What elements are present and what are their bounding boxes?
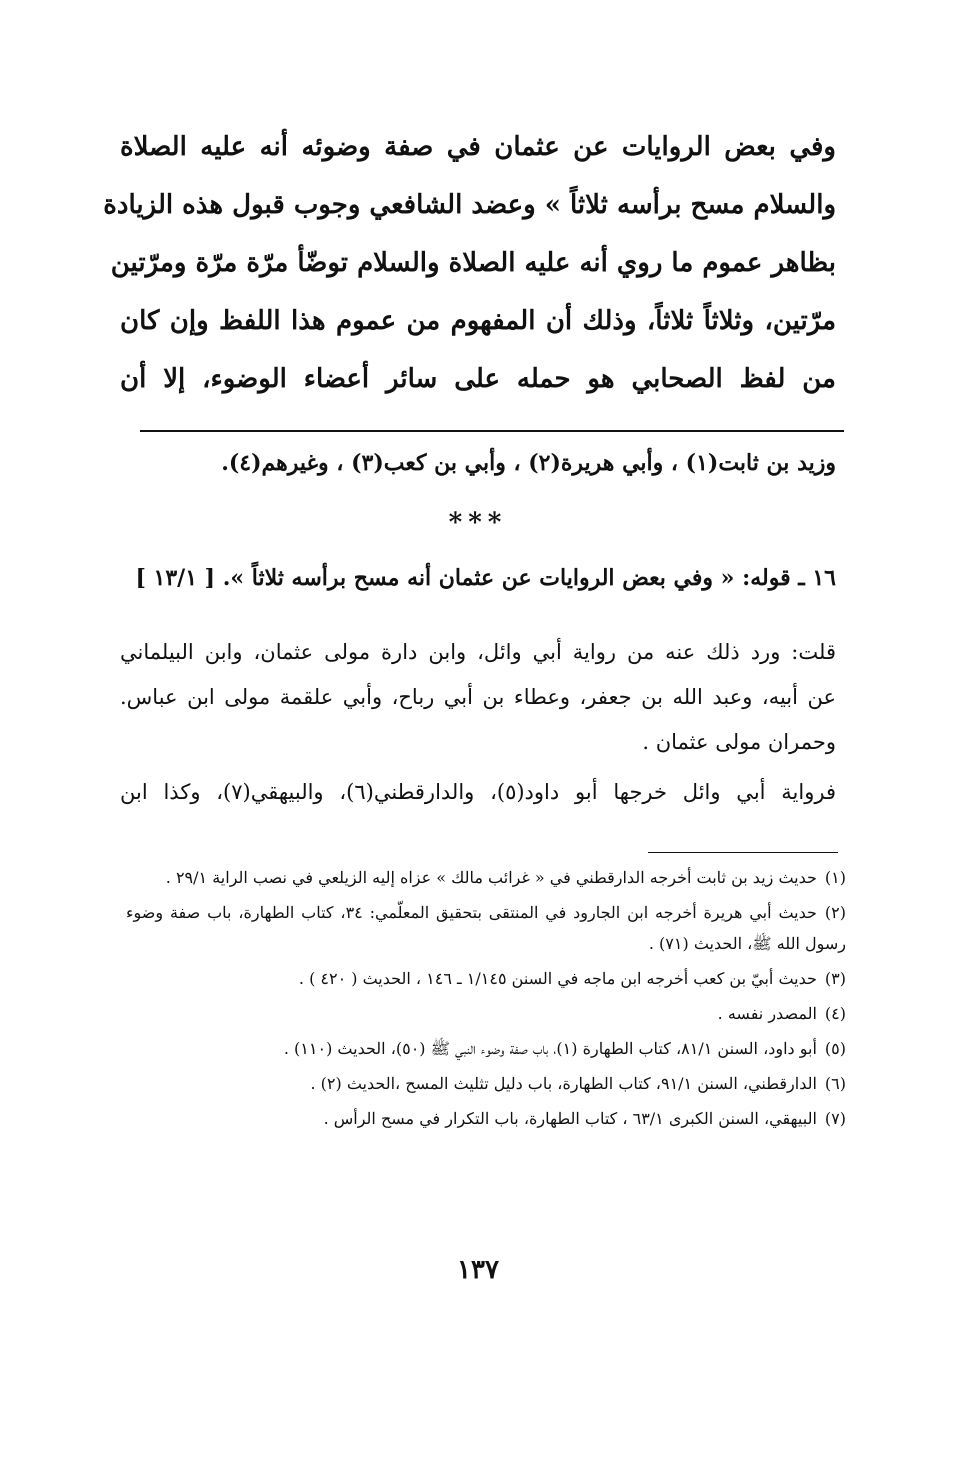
section-divider <box>140 430 844 432</box>
footnote-text: حديث زيد بن ثابت أخرجه الدارقطني في « غرائب مالك » عزاه إليه الزيلعي في نصب الراية ٢٩/١ . <box>165 868 817 887</box>
footnote-text: المصدر نفسه . <box>717 1004 817 1023</box>
footnote <box>126 963 846 994</box>
footnote <box>126 1033 846 1064</box>
footnote-text: حديث أبي هريرة أخرجه ابن الجارود في المنتقى بتحقيق المعلّمي: ٣٤، كتاب الطهارة، باب صفة وضوء رسول الله ﷺ، الحديث (٧١) . <box>126 903 846 953</box>
page-number: ١٣٧ <box>457 1255 499 1285</box>
footnote-text: حديث أبيّ بن كعب أخرجه ابن ماجه في السنن ١/١٤٥ ـ ١٤٦ ، الحديث ( ٤٢٠ ) . <box>298 969 817 988</box>
footnote-separator <box>648 852 838 853</box>
body-paragraph: فرواية أبي وائل خرجها أبو داود(٥)، والدارقطني(٦)، والبيهقي(٧)، وكذا ابن <box>120 780 836 804</box>
footnote-number: (٤) <box>824 1004 846 1023</box>
quote-line: وفي بعض الروايات عن عثمان في صفة وضوئه أنه عليه الصلاة <box>120 132 836 162</box>
asterism-separator: *** <box>448 508 508 538</box>
footnote-number: (٦) <box>824 1074 846 1093</box>
footnote-number: (٧) <box>824 1109 846 1128</box>
footnote-text: أبو داود، السنن ٨١/١، كتاب الطهارة (١)، باب صفة وضوء النبي ﷺ (٥٠)، الحديث (١١٠) . <box>283 1039 817 1058</box>
footnote <box>126 1103 846 1134</box>
footnote <box>126 897 846 959</box>
body-paragraph <box>120 630 836 765</box>
quote-line: من لفظ الصحابي هو حمله على سائر أعضاء الوضوء، إلا أن <box>120 364 836 394</box>
footnote <box>126 1068 846 1099</box>
paragraph-line: عن أبيه، وعبد الله بن جعفر، وعطاء بن أبي رباح، وأبي علقمة مولى ابن عباس. <box>120 685 836 709</box>
footnote-number: (٣) <box>824 969 846 988</box>
footnote-number: (٥) <box>824 1039 846 1058</box>
footnotes-list <box>126 862 846 1138</box>
section-heading: ١٦ ـ قوله: « وفي بعض الروايات عن عثمان أنه مسح برأسه ثلاثاً ». [ ١٣/١ ] <box>135 565 836 591</box>
quote-line: مرّتين، وثلاثاً ثلاثاً، وذلك أن المفهوم من عموم هذا اللفظ وإن كان <box>120 306 836 336</box>
continuation-line: وزيد بن ثابت(١) ، وأبي هريرة(٢) ، وأبي بن كعب(٣) ، وغيرهم(٤). <box>221 450 836 476</box>
footnote <box>126 862 846 893</box>
quote-line: والسلام مسح برأسه ثلاثاً » وعضد الشافعي وجوب قبول هذه الزيادة <box>103 190 836 220</box>
quote-line: بظاهر عموم ما روي أنه عليه الصلاة والسلام توضّأ مرّة مرّة ومرّتين <box>110 248 836 278</box>
footnote-number: (٢) <box>824 903 846 922</box>
quoted-text-block <box>103 118 836 408</box>
paragraph-line: وحمران مولى عثمان . <box>642 730 836 754</box>
footnote-text: الدارقطني، السنن ٩١/١، كتاب الطهارة، باب دليل تثليث المسح ،الحديث (٢) . <box>310 1074 817 1093</box>
footnote-number: (١) <box>824 868 846 887</box>
footnote <box>126 998 846 1029</box>
paragraph-line: قلت: ورد ذلك عنه من رواية أبي وائل، وابن دارة مولى عثمان، وابن البيلماني <box>120 640 836 664</box>
footnote-text: البيهقي، السنن الكبرى ٦٣/١ ، كتاب الطهارة، باب التكرار في مسح الرأس . <box>323 1109 817 1128</box>
